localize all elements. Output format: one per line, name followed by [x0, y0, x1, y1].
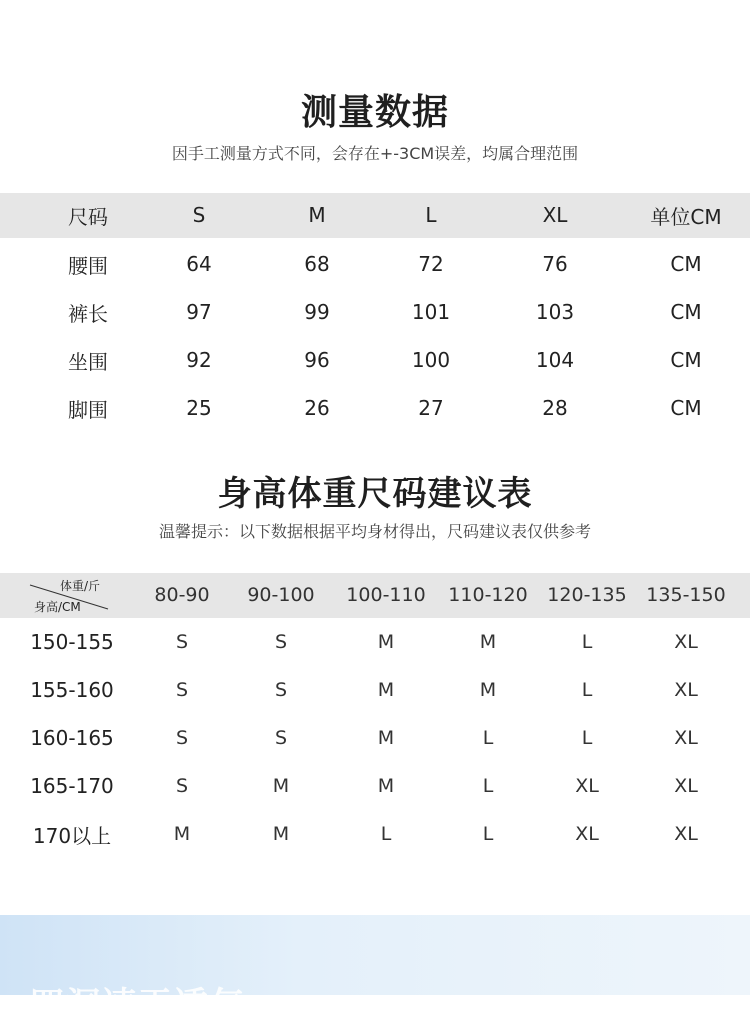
header-cell: XL	[542, 203, 568, 227]
table-cell: L	[581, 679, 593, 701]
row-label: 腰围	[68, 253, 108, 278]
row-label: 裤长	[68, 301, 108, 326]
footer-heading: 四洞速干透气	[30, 985, 246, 1025]
row-label: 160-165	[30, 726, 114, 750]
table-cell: S	[274, 727, 288, 749]
table-row	[0, 288, 750, 336]
header-cell: L	[425, 203, 437, 227]
recommend-subtitle: 温馨提示：以下数据根据平均身材得出，尺码建议表仅供参考	[158, 522, 591, 541]
header-cell: 120-135	[547, 584, 627, 606]
table-row	[0, 714, 750, 762]
table-cell: CM	[670, 348, 702, 372]
table-cell: L	[581, 727, 593, 749]
table-cell: 64	[186, 252, 212, 276]
table-cell: L	[380, 823, 392, 845]
table-cell: M	[479, 631, 497, 653]
header-cell: 135-150	[646, 584, 726, 606]
row-label: 165-170	[30, 774, 114, 798]
table-cell: S	[175, 775, 189, 797]
header-cell: 90-100	[247, 584, 315, 606]
table-cell: L	[482, 775, 494, 797]
table-cell: CM	[670, 396, 702, 420]
table-cell: 68	[304, 252, 330, 276]
table-cell: 26	[304, 396, 330, 420]
table-cell: CM	[670, 300, 702, 324]
table-cell: M	[377, 727, 395, 749]
table-cell: M	[173, 823, 191, 845]
table-cell: XL	[575, 823, 599, 845]
recommend-title: 身高体重尺码建议表	[217, 474, 533, 514]
header-cell: M	[308, 203, 326, 227]
header-cell: S	[192, 203, 206, 227]
table-cell: XL	[674, 823, 698, 845]
table-cell: 101	[411, 300, 451, 324]
table-cell: 27	[418, 396, 444, 420]
table-cell: 76	[542, 252, 568, 276]
table-cell: M	[377, 679, 395, 701]
measure-header-row	[0, 191, 750, 239]
table-row	[0, 336, 750, 384]
table-cell: S	[274, 679, 288, 701]
corner-weight-label: 体重/斤	[59, 579, 100, 593]
table-row	[0, 240, 750, 288]
header-cell: 110-120	[448, 584, 528, 606]
table-cell: L	[581, 631, 593, 653]
table-cell: 96	[304, 348, 330, 372]
row-label: 坐围	[68, 349, 108, 374]
header-cell: 100-110	[346, 584, 426, 606]
table-cell: L	[482, 727, 494, 749]
header-cell: 80-90	[154, 584, 210, 606]
header-cell: 单位CM	[650, 204, 722, 229]
table-cell: M	[272, 775, 290, 797]
table-cell: 99	[304, 300, 330, 324]
table-row	[0, 666, 750, 714]
table-cell: 92	[186, 348, 212, 372]
table-cell: L	[482, 823, 494, 845]
table-cell: S	[175, 727, 189, 749]
table-cell: 103	[535, 300, 575, 324]
row-label: 155-160	[30, 678, 114, 702]
measure-subtitle: 因手工测量方式不同，会存在+-3CM误差，均属合理范围	[171, 144, 579, 163]
footer-banner	[0, 915, 750, 1025]
table-cell: XL	[674, 775, 698, 797]
measure-title: 测量数据	[300, 92, 449, 133]
row-label: 170以上	[32, 823, 112, 848]
table-cell: XL	[674, 727, 698, 749]
row-label: 150-155	[30, 630, 114, 654]
table-cell: XL	[674, 631, 698, 653]
table-row	[0, 810, 750, 858]
table-cell: 97	[186, 300, 212, 324]
table-cell: XL	[674, 679, 698, 701]
table-cell: 100	[411, 348, 451, 372]
table-cell: S	[274, 631, 288, 653]
table-row	[0, 618, 750, 666]
table-row	[0, 762, 750, 810]
table-cell: M	[479, 679, 497, 701]
table-cell: M	[377, 631, 395, 653]
table-cell: M	[272, 823, 290, 845]
table-cell: CM	[670, 252, 702, 276]
table-cell: XL	[575, 775, 599, 797]
table-cell: 28	[542, 396, 568, 420]
table-cell: 104	[535, 348, 575, 372]
table-cell: 72	[418, 252, 444, 276]
table-cell: 25	[186, 396, 212, 420]
table-cell: S	[175, 631, 189, 653]
row-label: 脚围	[68, 397, 108, 422]
table-cell: M	[377, 775, 395, 797]
corner-height-label: 身高/CM	[34, 600, 81, 614]
header-cell: 尺码	[68, 204, 108, 229]
table-cell: S	[175, 679, 189, 701]
table-row	[0, 384, 750, 432]
recommend-header-row	[0, 571, 750, 619]
